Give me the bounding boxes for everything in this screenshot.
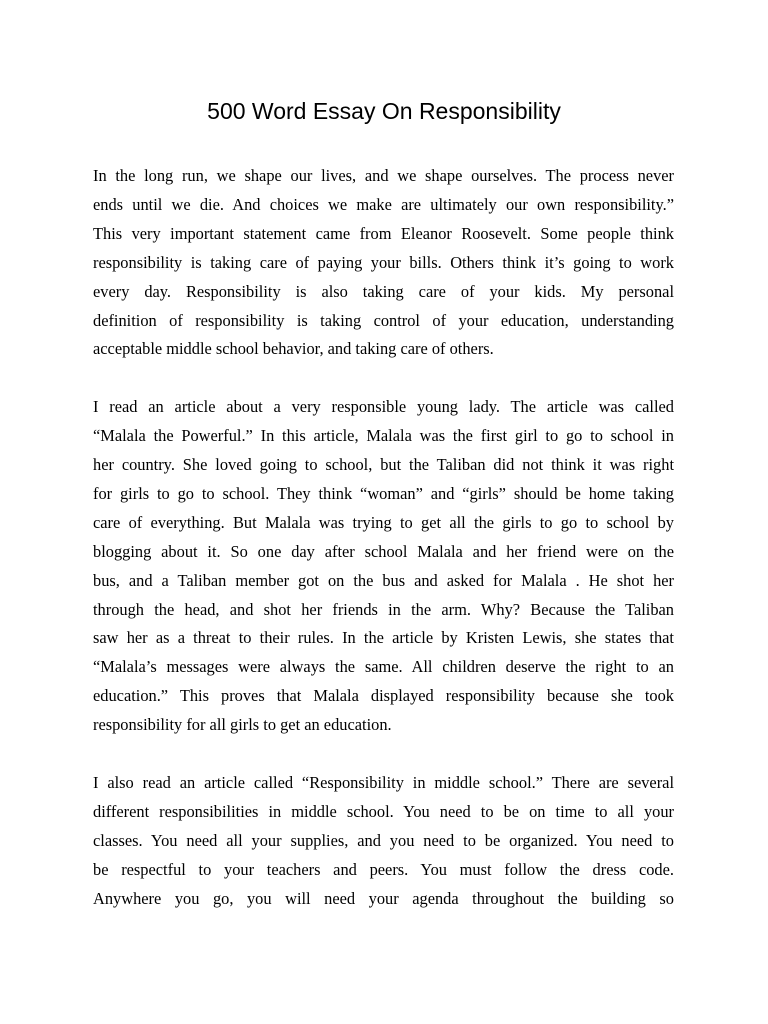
text-line: care of everything. But Malala was trying to get all the girls to go to school by (93, 512, 674, 532)
text-line: In the long run, we shape our lives, and we shape ourselves. The process never (93, 166, 674, 185)
text-line: every day. Responsibility is also taking care of your kids. My personal (93, 281, 674, 301)
text-line: classes. You need all your supplies, and you need to be organized. You need to (93, 830, 674, 850)
text-line: different responsibilities in middle school. You need to be on time to all your (93, 801, 674, 821)
paragraph-2 (93, 393, 674, 740)
text-line: blogging about it. So one day after school Malala and her friend were on the (93, 541, 674, 561)
text-line: acceptable middle school behavior, and taking care of others. (93, 339, 494, 359)
text-line: be respectful to your teachers and peers. You must follow the dress code. (93, 859, 674, 879)
text-line: saw her as a threat to their rules. In the article by Kristen Lewis, she states that (93, 628, 674, 648)
text-line: her country. She loved going to school, but the Taliban did not think it was right (93, 455, 674, 475)
text-line: responsibility for all girls to get an education. (93, 715, 392, 735)
text-line: definition of responsibility is taking control of your education, understanding (93, 310, 674, 330)
text-line: bus, and a Taliban member got on the bus and asked for Malala . He shot her (93, 570, 674, 590)
text-line: This very important statement came from Eleanor Roosevelt. Some people think (93, 223, 674, 243)
text-line: I also read an article called “Responsibility in middle school.” There are several (93, 773, 674, 792)
text-line: through the head, and shot her friends in the arm. Why? Because the Taliban (93, 599, 674, 619)
text-line: “Malala the Powerful.” In this article, Malala was the first girl to go to school in (93, 426, 674, 446)
essay-body (93, 162, 674, 942)
text-line: ends until we die. And choices we make are ultimately our own responsibility.” (93, 194, 674, 214)
text-line: for girls to go to school. They think “woman” and “girls” should be home taking (93, 483, 674, 503)
text-line: education.” This proves that Malala displayed responsibility because she took (93, 686, 674, 706)
paragraph-3 (93, 769, 674, 914)
text-line: responsibility is taking care of paying your bills. Others think it’s going to work (93, 252, 674, 272)
text-line: I read an article about a very responsible young lady. The article was called (93, 397, 674, 417)
text-line: “Malala’s messages were always the same. All children deserve the right to an (93, 657, 674, 677)
page-title: 500 Word Essay On Responsibility (207, 98, 561, 124)
paragraph-1 (93, 162, 674, 364)
text-line: Anywhere you go, you will need your agenda throughout the building so (93, 888, 674, 908)
